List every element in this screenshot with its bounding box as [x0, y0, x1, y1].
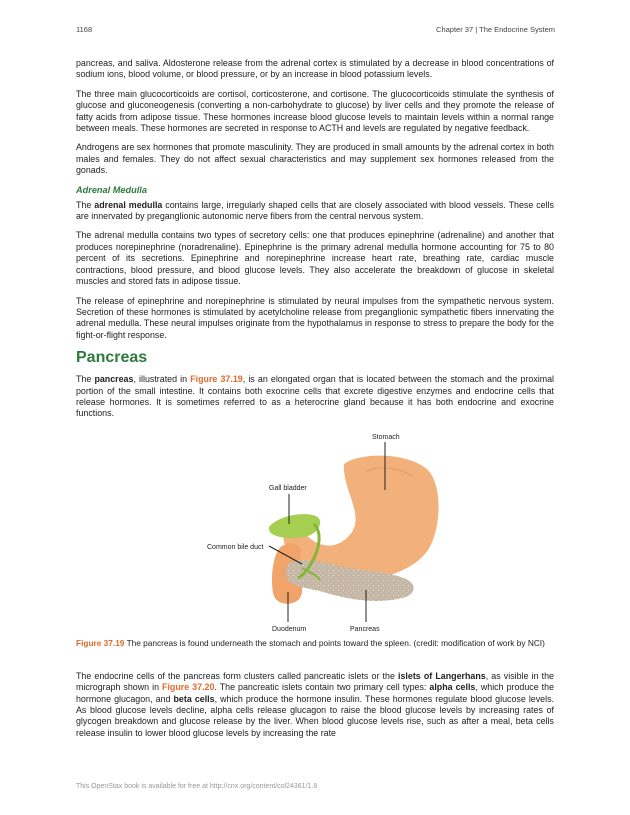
- footer-note: This OpenStax book is available for free at http://cnx.org/content/col24361/1.8: [76, 783, 318, 790]
- key-term: adrenal medulla: [94, 199, 163, 210]
- page-number: 1168: [76, 25, 93, 34]
- label-stomach: Stomach: [372, 433, 400, 441]
- running-header: Chapter 37 | The Endocrine System: [436, 25, 555, 34]
- key-term: alpha cells: [429, 682, 476, 693]
- paragraph: Androgens are sex hormones that promote masculinity. They are produced in small amounts by the adrenal cortex in both males and females. They do not affect sexual characteristics and may supplement sex hormones released from the gonads.: [76, 142, 554, 176]
- gall-bladder-shape: [269, 514, 320, 538]
- label-duodenum: Duodenum: [272, 625, 307, 633]
- paragraph: The three main glucocorticoids are cortisol, corticosterone, and cortisone. The glucocorticoids stimulate the synthesis of glucose and gluconeogenesis (converting a non-carbohydrate to glucose) by liver cells and they promote the release of fatty acids from adipose tissue. These hormones increase blood glucose levels to maintain levels within a normal range between meals. These hormones are secreted in response to ACTH and levels are regulated by negative feedback.: [76, 88, 554, 134]
- paragraph: The adrenal medulla contains two types of secretory cells: one that produces epinephrine (adrenaline) and another that produces norepinephrine (noradrenaline). Epinephrine is the primary adrenal medulla hormone accounting for 75 to 80 percent of its secretions. Epinephrine and norepinephrine increase heart rate, breathing rate, cardiac muscle contractions, blood pressure, and blood glucose levels. They also accelerate the breakdown of glucose in skeletal muscles and stored fats in adipose tissue.: [76, 230, 554, 287]
- subsection-heading: Adrenal Medulla: [76, 184, 147, 195]
- page-content: [76, 58, 554, 747]
- label-gall-bladder: Gall bladder: [269, 484, 307, 492]
- paragraph: The adrenal medulla contains large, irregularly shaped cells that are closely associated with blood vessels. These cells are innervated by preganglionic autonomic nerve fibers from the central nervous system.: [76, 199, 554, 222]
- key-term: islets of Langerhans: [398, 670, 486, 681]
- label-common-bile-duct: Common bile duct: [207, 543, 264, 551]
- paragraph: The endocrine cells of the pancreas form clusters called pancreatic islets or the islets of Langerhans, as visible in the micrograph shown in Figure 37.20. The pancreatic islets contain two primary cell types: alpha cells, which produce the hormone glucagon, and beta cells, which produce the hormone insulin. These hormones regulate blood glucose levels. As blood glucose levels decline, alpha cells release glucagon to raise the blood glucose levels by increasing rates of glycogen breakdown and glucose release by the liver. When blood glucose levels rise, such as after a meal, beta cells release insulin to lower blood glucose levels by increasing the rate: [76, 670, 555, 738]
- key-term: pancreas: [94, 374, 134, 385]
- section-heading: Pancreas: [76, 349, 148, 367]
- paragraph: pancreas, and saliva. Aldosterone release from the adrenal cortex is stimulated by a decrease in blood concentrations of sodium ions, blood volume, or blood pressure, or by an increase in blood potassium levels.: [76, 58, 554, 80]
- figure-link[interactable]: Figure 37.19: [190, 374, 243, 385]
- paragraph: The pancreas, illustrated in Figure 37.19, is an elongated organ that is located between the stomach and the proximal portion of the small intestine. It contains both exocrine cells that excrete digestive enzymes and endocrine cells that release hormones. It is sometimes referred to as a heterocrine gland because it has both endocrine and exocrine functions.: [76, 374, 555, 419]
- key-term: beta cells: [173, 693, 215, 704]
- figure-caption: Figure 37.19 The pancreas is found underneath the stomach and points toward the spleen. (credit: modification of work by NCI): [76, 637, 545, 648]
- figure-link[interactable]: Figure 37.20: [162, 682, 215, 693]
- paragraph: The release of epinephrine and norepinephrine is stimulated by neural impulses from the sympathetic nervous system. Secretion of these hormones is stimulated by acetylcholine release from preganglionic sympathetic fibers innervating the adrenal medulla. These neural impulses originate from the hypothalamus in response to stress to prepare the body for the fight-or-flight response.: [76, 295, 554, 340]
- label-pancreas: Pancreas: [350, 625, 380, 633]
- caption-label: Figure 37.19: [76, 637, 125, 648]
- pancreas-illustration: [76, 428, 554, 636]
- anatomy-diagram: [76, 428, 554, 636]
